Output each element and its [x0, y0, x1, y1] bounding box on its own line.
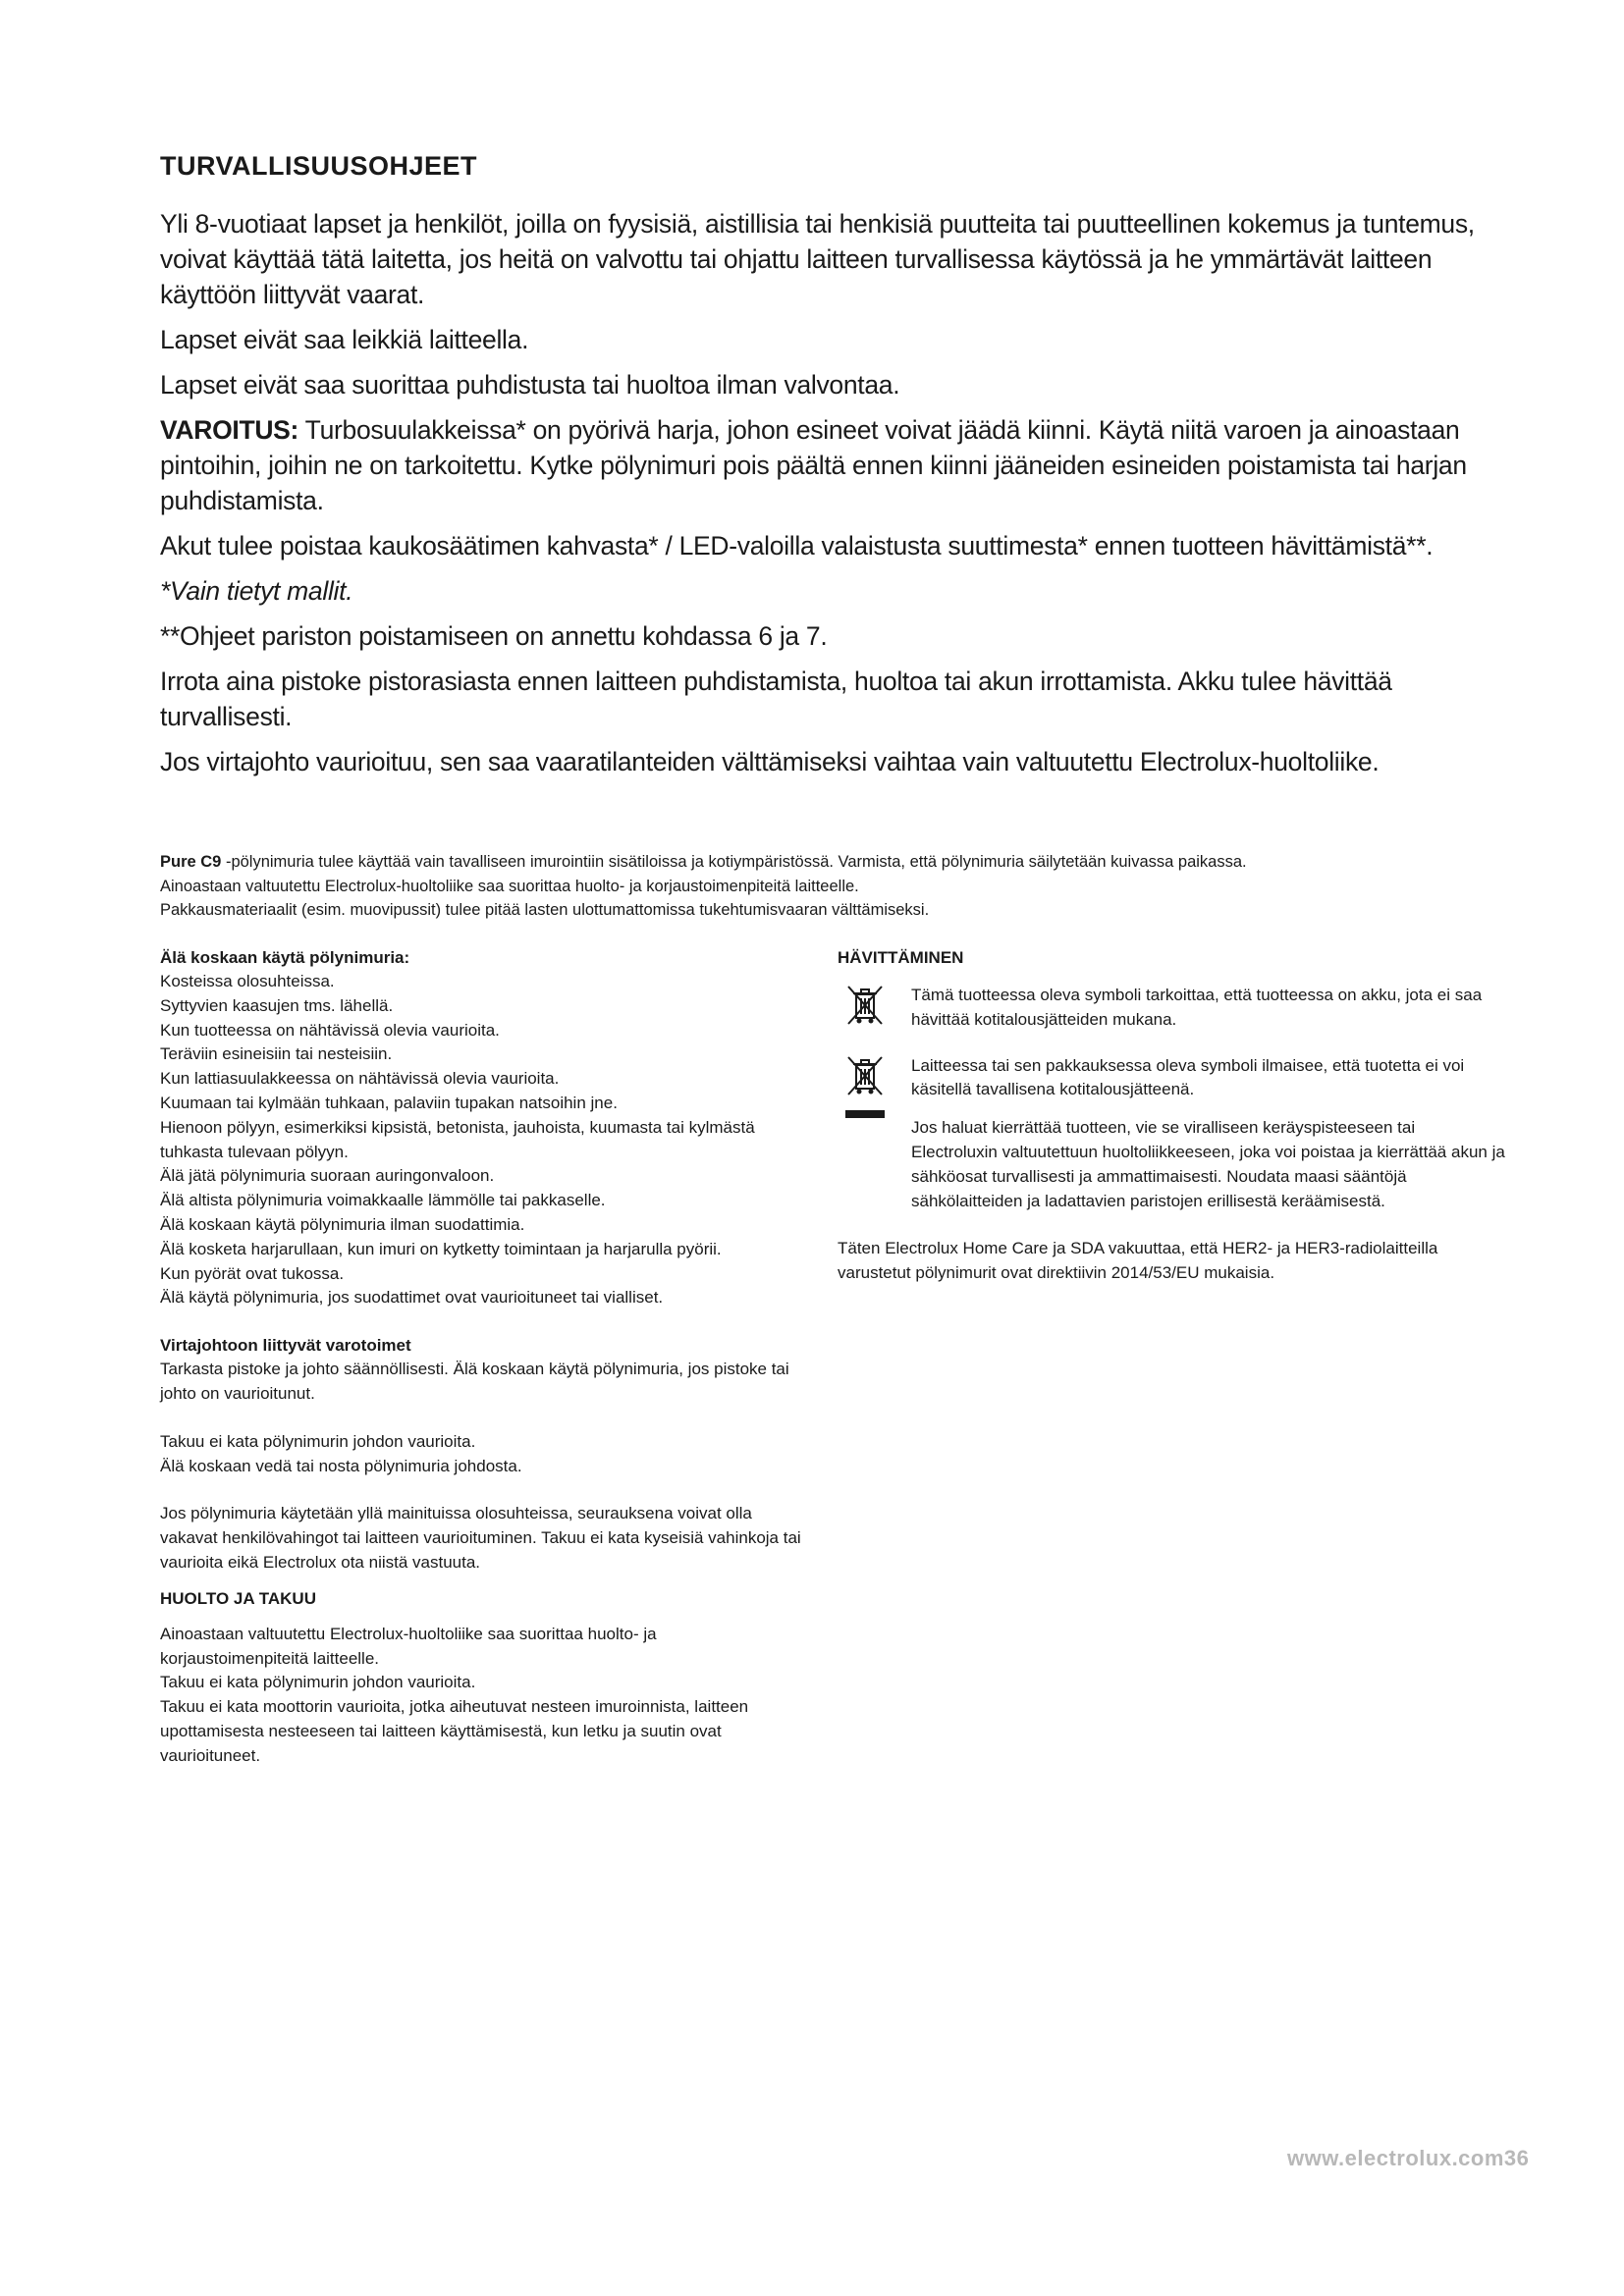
list-item: Teräviin esineisiin tai nesteisiin.	[160, 1044, 393, 1064]
usage-intro	[160, 850, 1515, 923]
declaration-text: Täten Electrolux Home Care ja SDA vakuuttaa, että HER2- ja HER3-radiolaitteilla varustetut pölynimurit ovat direktiivin 2014/53/EU mukaisia.	[838, 1239, 1438, 1283]
safety-note-battery-removal: **Ohjeet pariston poistamiseen on annettu kohdassa 6 ja 7.	[160, 621, 828, 651]
list-item: Kun tuotteessa on nähtävissä olevia vaurioita.	[160, 1020, 500, 1040]
battery-symbol-row	[838, 984, 1505, 1033]
cord-text: Tarkasta pistoke ja johto säännöllisesti. Älä koskaan käytä pölynimuria, jos pistoke tai johto on vaurioitunut.	[160, 1360, 789, 1403]
battery-symbol-text: Tämä tuotteessa oleva symboli tarkoittaa, että tuotteessa on akku, jota ei saa hävittää kotitalousjätteiden mukana.	[911, 986, 1483, 1029]
right-column	[838, 946, 1505, 1286]
safety-paragraph-batteries: Akut tulee poistaa kaukosäätimen kahvasta* / LED-valoilla valaistusta suuttimesta* ennen tuotteen hävittämistä**.	[160, 531, 1434, 561]
crossed-bin-icon	[845, 984, 885, 1035]
safety-note-models: *Vain tietyt mallit.	[160, 576, 353, 606]
safety-paragraph-play: Lapset eivät saa leikkiä laitteella.	[160, 325, 529, 354]
liability-text: Jos pölynimuria käytetään yllä mainituissa olosuhteissa, seurauksena voivat olla vakavat henkilövahingot tai laitteen vaurioituminen. Takuu ei kata kyseisiä vahinkoja tai vaurioita eikä Electrolux ota niistä vastuuta.	[160, 1504, 801, 1572]
list-item: Kuumaan tai kylmään tuhkaan, palaviin tupakan natsoihin jne.	[160, 1093, 618, 1112]
cord-heading: Virtajohtoon liittyvät varotoimet	[160, 1336, 411, 1356]
safety-paragraph-cord: Jos virtajohto vaurioituu, sen saa vaaratilanteiden välttämiseksi vaihtaa vain valtuutettu Electrolux-huoltoliike.	[160, 747, 1380, 776]
recycling-text: Jos haluat kierrättää tuotteen, vie se viralliseen keräyspisteeseen tai Electroluxin valtuutettuun huoltoliikkeeseen, joka voi poistaa ja kierrättää akun ja sähköosat turvallisesti ja ammattimaisesti. Noudata maasi sääntöjä sähkölaitteiden ja ladattavien paristojen erillisestä keräämisestä.	[911, 1118, 1505, 1210]
disposal-heading: HÄVITTÄMINEN	[838, 948, 964, 967]
intro-usage-text: -pölynimuria tulee käyttää vain tavalliseen imurointiin sisätiloissa ja kotiympäristössä. Varmista, että pölynimuria säilytetään kuivassa paikassa.	[221, 853, 1247, 871]
service-text: Takuu ei kata moottorin vaurioita, jotka aiheutuvat nesteen imuroinnista, laitteen upottamisesta nesteeseen tai laitteen käyttämisestä, kun letku ja suutin ovat vaurioituneet.	[160, 1697, 749, 1765]
weee-symbol-text: Laitteessa tai sen pakkauksessa oleva symboli ilmaisee, että tuotetta ei voi käsitellä tavallisena kotitalousjätteenä.	[911, 1055, 1465, 1099]
safety-paragraph-warning	[160, 412, 1505, 518]
weee-symbol-row	[838, 1054, 1505, 1214]
safety-instructions	[160, 206, 1505, 789]
safety-paragraph-unplug: Irrota aina pistoke pistorasiasta ennen laitteen puhdistamista, huoltoa tai akun irrottamista. Akku tulee hävittää turvallisesti.	[160, 667, 1392, 731]
list-item: Älä koskaan käytä pölynimuria ilman suodattimia.	[160, 1214, 525, 1234]
list-item: Älä kosketa harjarullaan, kun imuri on kytketty toimintaan ja harjarulla pyörii.	[160, 1239, 722, 1258]
list-item: Hienoon pölyyn, esimerkiksi kipsistä, betonista, jauhoista, kuumasta tai kylmästä tuhkasta tulevaan pölyyn.	[160, 1117, 755, 1161]
service-text: Ainoastaan valtuutettu Electrolux-huoltoliike saa suorittaa huolto- ja korjaustoimenpiteitä laitteelle.	[160, 1624, 657, 1668]
cord-text-pull: Älä koskaan vedä tai nosta pölynimuria johdosta.	[160, 1456, 522, 1475]
list-item: Kun lattiasuulakkeessa on nähtävissä olevia vaurioita.	[160, 1069, 560, 1089]
safety-paragraph-cleaning: Lapset eivät saa suorittaa puhdistusta tai huoltoa ilman valvontaa.	[160, 370, 900, 400]
safety-paragraph-children: Yli 8-vuotiaat lapset ja henkilöt, joilla on fyysisiä, aistillisia tai henkisiä puutteita tai puutteellinen kokemus ja tuntemus, voivat käyttää tätä laitetta, jos heitä on valvottu tai ohjattu laitteen turvallisessa käytössä ja he ymmärtävät laitteen käyttöön liittyvät vaarat.	[160, 209, 1475, 309]
never-use-heading: Älä koskaan käytä pölynimuria:	[160, 948, 410, 967]
service-heading: HUOLTO JA TAKUU	[160, 1588, 316, 1608]
weee-bin-icon	[845, 1054, 885, 1119]
product-name: Pure C9	[160, 853, 222, 871]
footer-url: www.electrolux.com36	[1287, 2146, 1530, 2170]
left-column	[160, 946, 808, 1769]
weee-bar	[845, 1110, 885, 1118]
list-item: Kun pyörät ovat tukossa.	[160, 1263, 345, 1283]
intro-line-service: Ainoastaan valtuutettu Electrolux-huoltoliike saa suorittaa huolto- ja korjaustoimenpiteitä laitteelle.	[160, 877, 859, 895]
list-item: Älä jätä pölynimuria suoraan auringonvaloon.	[160, 1166, 495, 1186]
warning-label: VAROITUS:	[160, 415, 299, 445]
list-item: Syttyvien kaasujen tms. lähellä.	[160, 995, 394, 1015]
list-item: Kosteissa olosuhteissa.	[160, 972, 335, 990]
intro-line-packaging: Pakkausmateriaalit (esim. muovipussit) tulee pitää lasten ulottumattomissa tukehtumisvaaran välttämiseksi.	[160, 901, 930, 919]
intro-line-usage	[160, 850, 1515, 875]
warning-text: Turbosuulakkeissa* on pyörivä harja, johon esineet voivat jäädä kiinni. Käytä niitä varoen ja ainoastaan pintoihin, joihin ne on tarkoitettu. Kytke pölynimuri pois päältä ennen kiinni jääneiden esineiden poistamista tai harjan puhdistamista.	[160, 415, 1467, 515]
list-item: Älä käytä pölynimuria, jos suodattimet ovat vaurioituneet tai vialliset.	[160, 1288, 664, 1308]
service-text: Takuu ei kata pölynimurin johdon vaurioita.	[160, 1673, 476, 1692]
page-title: TURVALLISUUSOHJEET	[160, 151, 478, 181]
list-item: Älä altista pölynimuria voimakkaalle lämmölle tai pakkaselle.	[160, 1191, 606, 1210]
cord-text-warranty: Takuu ei kata pölynimurin johdon vaurioita.	[160, 1431, 476, 1451]
